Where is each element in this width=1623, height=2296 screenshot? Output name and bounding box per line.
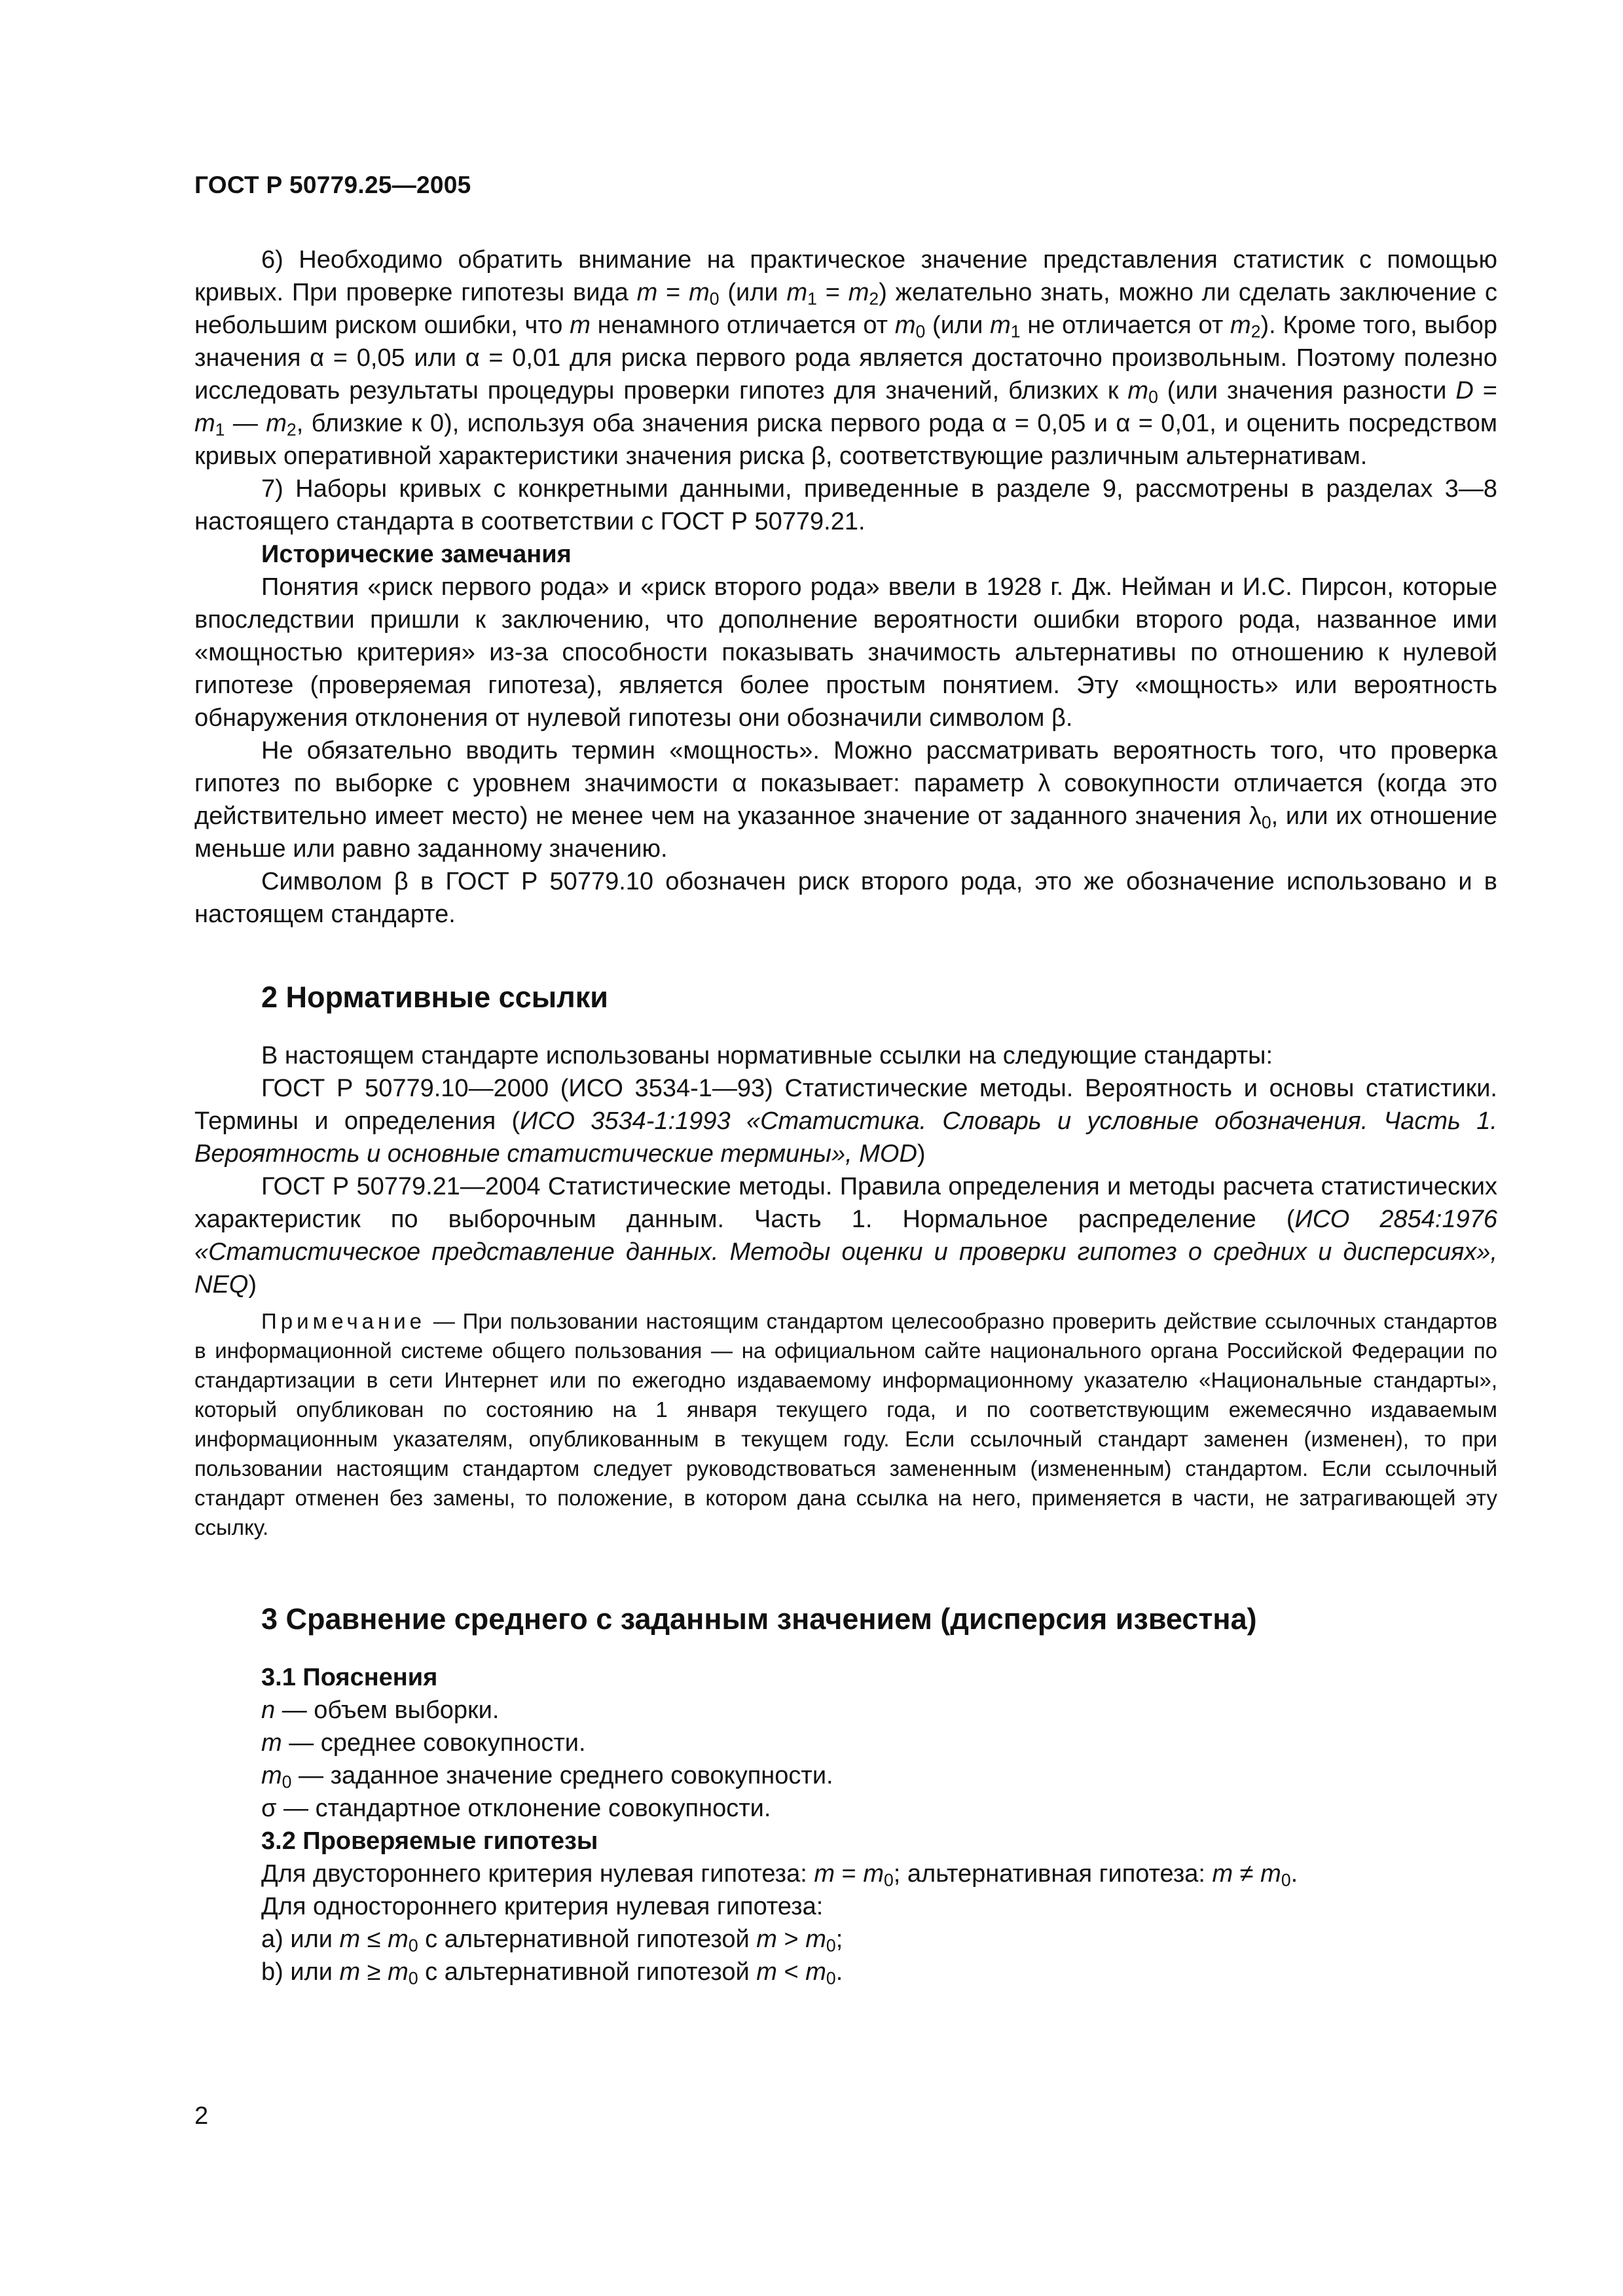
paragraph-item-6: 6) Необходимо обратить внимание на практическое значение представления статистик с помощью кривых. При проверке гипотезы вида $m = m_0$ (или $m_1 = m_2$) желательно знать, можно ли сделать заключение с небольшим риском ошибки, что m ненамного отличается от $m_0$ (или $m_1$ не отличается от $m_2$). Кроме того, выбор значения α = 0,05 или α = 0,01 для риска первого рода является достаточно произвольным. Поэтому полезно исследовать результаты процедуры проверки гипотез для значений, близких к $m_0$ (или значения разности $D = m_1$ — $m_2$, близкие к 0), используя оба значения риска первого рода α = 0,05 и α = 0,01, и оценить посредством кривых оперативной характеристики значения риска β, соответствующие различным альтернативам. [194, 246, 1498, 470]
reference-gost-50779-10: ГОСТ Р 50779.10—2000 (ИСО 3534-1—93) Статистические методы. Вероятность и основы статистики. Термины и определения (ИСО 3534-1:1993 «Статистика. Словарь и условные обозначения. Часть 1. Вероятность и основные статистические термины», MOD) [194, 1075, 1497, 1168]
subsection-3-1-heading: 3.1 Пояснения [261, 1664, 438, 1691]
historical-paragraph-1: Понятия «риск первого рода» и «риск второго рода» ввели в 1928 г. Дж. Нейман и И.С. Пирсон, которые впоследствии пришли к заключению, что дополнение вероятности ошибки второго рода, названное ими «мощностью критерия» из-за способности показывать значимость альтернативы по отношению к нулевой гипотезе (проверяемая гипотеза), является более простым понятием. Эту «мощность» или вероятность обнаружения отклонения от нулевой гипотезы они обозначили символом β. [194, 573, 1497, 732]
reference-gost-50779-21: ГОСТ Р 50779.21—2004 Статистические методы. Правила определения и методы расчета статистических характеристик по выборочным данным. Часть 1. Нормальное распределение (ИСО 2854:1976 «Статистическое представление данных. Методы оценки и проверки гипотез о средних и дисперсиях», NEQ) [194, 1173, 1497, 1299]
historical-paragraph-3: Символом β в ГОСТ Р 50779.10 обозначен риск второго рода, это же обозначение использовано и в настоящем стандарте. [194, 868, 1497, 928]
two-sided-hypothesis: Для двустороннего критерия нулевая гипотеза: $m = m_0$; альтернативная гипотеза: $m \ne m_0$. [261, 1860, 1298, 1890]
definition-m: m — среднее совокупности. [261, 1729, 586, 1757]
one-sided-option-a: a) или $m \le m_0$ с альтернативной гипотезой $m > m_0$; [261, 1926, 843, 1956]
definition-m0: $m_0$ — заданное значение среднего совокупности. [261, 1762, 833, 1792]
one-sided-intro: Для одностороннего критерия нулевая гипотеза: [261, 1893, 824, 1920]
section-2-heading: 2 Нормативные ссылки [261, 980, 608, 1014]
page-number: 2 [194, 2102, 209, 2130]
historical-notes-title: Исторические замечания [261, 541, 572, 568]
paragraph-item-7: 7) Наборы кривых с конкретными данными, приведенные в разделе 9, рассмотрены в разделах 3—8 настоящего стандарта в соответствии с ГОСТ Р 50779.21. [194, 475, 1497, 535]
section-3-heading: 3 Сравнение среднего с заданным значением (дисперсия известна) [261, 1602, 1257, 1636]
historical-paragraph-2: Не обязательно вводить термин «мощность». Можно рассматривать вероятность того, что проверка гипотез по выборке с уровнем значимости α показывает: параметр λ совокупности отличается (когда это действительно имеет место) не менее чем на указанное значение от заданного значения $\lambda_0$, или их отношение меньше или равно заданному значению. [194, 737, 1498, 863]
one-sided-option-b: b) или $m \ge m_0$ с альтернативной гипотезой $m < m_0$. [261, 1958, 843, 1988]
document-header: ГОСТ Р 50779.25—2005 [194, 171, 471, 198]
note-text: — При пользовании настоящим стандартом целесообразно проверить действие ссылочных стандартов в информационной системе общего пользования — на официальном сайте национального органа Российской Федерации по стандартизации в сети Интернет или по ежегодно издаваемому информационному указателю «Национальные стандарты», который опубликован по состоянию на 1 января текущего года, и по соответствующим ежемесячно издаваемым информационным указателям, опубликованным в текущем году. Если ссылочный стандарт заменен (изменен), то при пользовании настоящим стандартом следует руководствоваться замененным (измененным) стандартом. Если ссылочный стандарт отменен без замены, то положение, в котором дана ссылка на него, применяется в части, не затрагивающей эту ссылку. [194, 1309, 1497, 1539]
section-2-note [194, 1306, 1497, 1542]
note-label: Примечание [261, 1309, 426, 1333]
definition-n: n — объем выборки. [261, 1696, 500, 1724]
section-2-intro: В настоящем стандарте использованы нормативные ссылки на следующие стандарты: [261, 1042, 1273, 1069]
definition-sigma: σ — стандартное отклонение совокупности. [261, 1795, 771, 1822]
page-content [194, 243, 1497, 1988]
subsection-3-2-heading: 3.2 Проверяемые гипотезы [261, 1827, 598, 1855]
